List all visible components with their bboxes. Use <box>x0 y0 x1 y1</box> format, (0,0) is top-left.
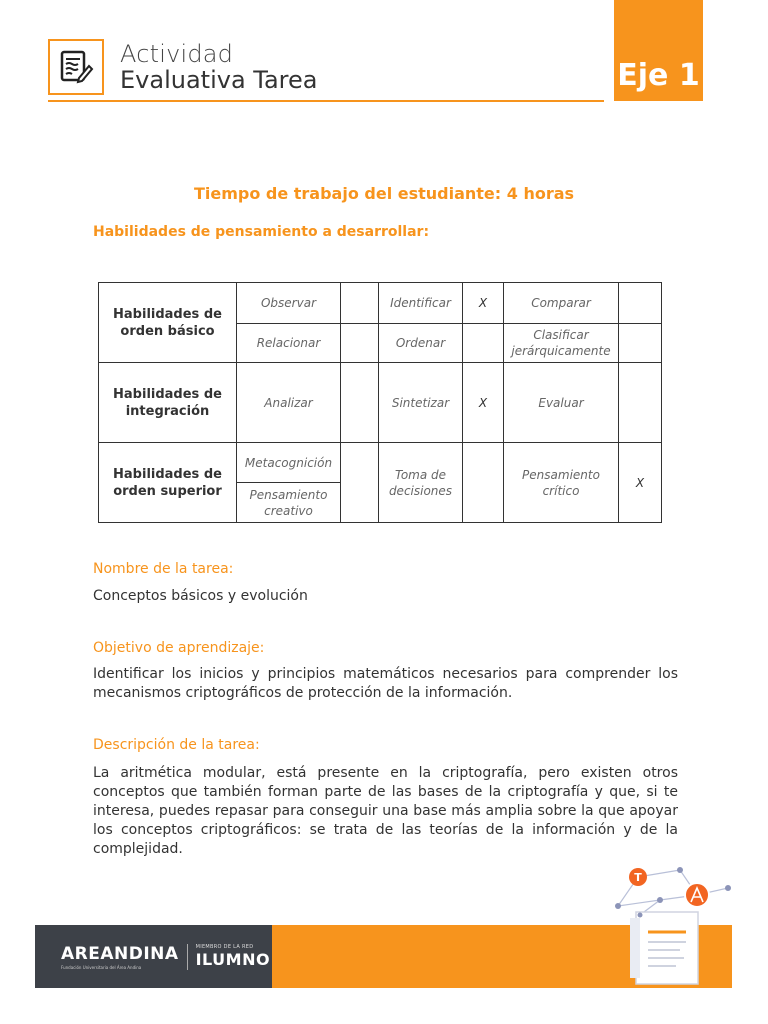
header-title-line1: Actividad <box>120 40 234 68</box>
mark-cell <box>341 324 379 363</box>
skill-cell: Relacionar <box>237 324 341 363</box>
skill-cell: Identificar <box>379 283 463 324</box>
skill-cell: Observar <box>237 283 341 324</box>
skills-title: Habilidades de pensamiento a desarrollar: <box>93 224 430 240</box>
skill-cell: Analizar <box>237 363 341 443</box>
document-pencil-icon <box>57 48 95 86</box>
description-label: Descripción de la tarea: <box>93 737 260 753</box>
header-title-line2: Evaluativa Tarea <box>120 66 318 94</box>
task-name-value: Conceptos básicos y evolución <box>93 588 308 604</box>
skill-cell: Ordenar <box>379 324 463 363</box>
mark-cell <box>341 443 379 523</box>
activity-icon-frame <box>48 39 104 95</box>
eje-badge <box>614 0 703 101</box>
task-name-label: Nombre de la tarea: <box>93 561 234 577</box>
skill-cell: Comparar <box>504 283 619 324</box>
skills-table <box>98 282 662 523</box>
skill-cell: Evaluar <box>504 363 619 443</box>
skill-cell: Sintetizar <box>379 363 463 443</box>
member-name: ILUMNO <box>195 950 271 969</box>
footer-brand-bar <box>35 925 272 988</box>
category-basic: Habilidades de orden básico <box>99 283 237 363</box>
category-superior: Habilidades de orden superior <box>99 443 237 523</box>
ilumno-logo <box>196 944 270 969</box>
mark-cell <box>619 283 662 324</box>
mark-cell <box>619 363 662 443</box>
header-divider <box>48 100 604 102</box>
category-integration: Habilidades de integración <box>99 363 237 443</box>
brand-name: AREANDINA <box>61 943 179 964</box>
mark-cell <box>341 283 379 324</box>
mark-cell <box>341 363 379 443</box>
skill-cell: Toma de decisiones <box>379 443 463 523</box>
mark-cell: X <box>619 443 662 523</box>
mark-cell <box>463 443 504 523</box>
skill-cell: Pensamiento creativo <box>237 483 341 523</box>
brand-subtitle: Fundación Universitaria del Área Andina <box>61 964 142 970</box>
eje-label: Eje 1 <box>617 58 700 93</box>
brand-separator <box>187 944 188 970</box>
mark-cell: X <box>463 283 504 324</box>
skill-cell: Pensamiento crítico <box>504 443 619 523</box>
mark-cell: X <box>463 363 504 443</box>
svg-text:T: T <box>634 871 642 884</box>
document-network-illustration <box>600 860 740 990</box>
skill-cell: Metacognición <box>237 443 341 483</box>
member-label: MIEMBRO DE LA RED <box>195 944 254 950</box>
mark-cell <box>619 324 662 363</box>
skill-cell: Clasificar jerárquicamente <box>504 324 619 363</box>
areandina-logo <box>61 944 179 970</box>
mark-cell <box>463 324 504 363</box>
description-value: La aritmética modular, está presente en la criptografía, pero existen otros conceptos que también forman parte de las bases de la criptografía y que, si te interesa, puedes repasar para conseguir una base más amplia sobre la que apoyar los conceptos criptográficos: se trata de las teorías de la información y de la complejidad. <box>93 765 678 857</box>
objective-value: Identificar los inicios y principios matemáticos necesarios para comprender los mecanismos criptográficos de protección de la información. <box>93 666 678 701</box>
objective-label: Objetivo de aprendizaje: <box>93 640 265 656</box>
time-title: Tiempo de trabajo del estudiante: 4 horas <box>193 184 575 203</box>
